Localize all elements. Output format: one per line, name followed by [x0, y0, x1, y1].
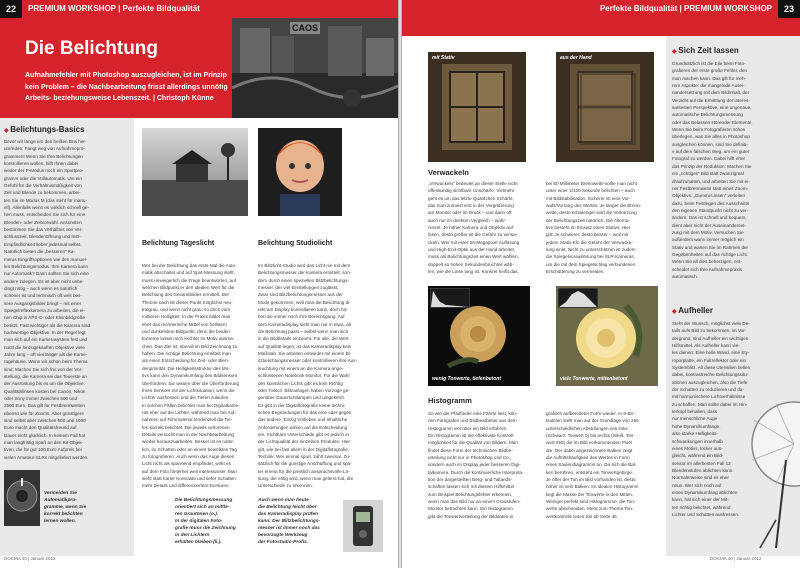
text-line: gilt, wie bei fast allem in der Digitalfotografie: [258, 446, 349, 452]
text-line: wertkontrolle lesen Sie ab Seite 46. [546, 513, 619, 519]
text-line: sondern auch im Display jeder besseren Digi- [428, 462, 521, 468]
text-line: Spiegelreflexkamera zu arbeiten, die ei- [4, 307, 85, 313]
zeit-text [672, 60, 794, 282]
text-line: lich, im Schatten oder an einem bewölkten Tag [142, 446, 237, 452]
text-line: ragehäuse. Wenn wir schon beim Thema [4, 359, 88, 365]
text-line: überlegen, was Sie alles in Photoshop [672, 134, 750, 140]
text-line: Objektivs. „Gummi-Linsen“ verleiten [672, 193, 746, 199]
text-line: ter erneut für die preislich anspruchsvolle Lö- [258, 468, 350, 474]
text-line: Empfindlichkeit lieber jedesmal selbst. [4, 241, 82, 247]
reflector-umbrella-photo [746, 400, 800, 550]
text-line: der Schatten zu reduzieren und da- [672, 387, 745, 393]
text-line: Fotograf zu werden. Dabei hilft eher [672, 156, 746, 162]
text-line: Automatikpro- [44, 498, 77, 503]
text-line: Erschütterung zu vermeiden. [546, 269, 605, 275]
label-tripod: mit Stativ [432, 55, 455, 61]
studio-heading: Belichtung Studiolicht [258, 240, 333, 247]
graffiti-photo [232, 18, 398, 118]
text-line: Maßstab. Sie arbeiten entweder mit einem Bl- [258, 351, 352, 357]
text-line: die Belichtung leicht über [258, 505, 317, 510]
histogramm-heading: Histogramm [428, 396, 472, 405]
right-page [402, 0, 800, 568]
header-separator-left: | [115, 4, 123, 13]
text-line: Ihres Sensors mit der Lichtsituation, wenn die [142, 387, 235, 393]
text-line: tive besteht im Einsatz eines Stativs. Hier [546, 225, 631, 231]
text-line: Dauer nicht glücklich. In keinem Fall hat [4, 432, 86, 438]
text-line: Details versucht man in der Nachbearbeitung [142, 431, 234, 437]
text-line: jedem Stativ-Klo die Gefahr der Verwacke- [546, 239, 633, 245]
lead-line: Arbeits- beziehungsweise Lebenszeit. | Christoph Künne [25, 95, 214, 102]
text-line: urteilung nicht nur in Photoshop und Co., [428, 455, 512, 461]
text-line: muss unweigerlich die Frage beantworten, auf [142, 277, 236, 283]
text-line: eines Säulendiagramms an. Da sich die Bal- [546, 462, 637, 468]
text-line: am Monitor oder im Druck – und dann oft [428, 210, 512, 216]
text-line: der Fotostudio-Profis. [258, 540, 309, 545]
text-line: auf dem Foto hinterher weit interessanter. Man [142, 468, 237, 474]
label-bright-tones: viele Tonwerte, mittenbetont [560, 376, 628, 382]
studio-text [258, 262, 388, 492]
text-line: den eigenen Standpunkt nicht zu ver- [672, 207, 749, 213]
text-line: len Belichtungsmodus. Ihre Kamera kann [4, 263, 89, 269]
text-line: kontrollieren wollen, hilft Ihnen dabei [4, 161, 79, 167]
text-line: eher das rechnerische Mittel von hellstem [142, 321, 227, 327]
text-line: nur Automatik? Dann sollten Sie sich eine [4, 271, 89, 277]
text-line: rere Aspekte: die mangelnde Ausei- [672, 83, 745, 89]
text-line: Systemblitz. All diese Utensilien hellen [672, 365, 751, 371]
text-line: haben. Die richtige Belichtung ermittelt man [142, 351, 231, 357]
text-line: (Schwarz: Tonwert 0) bis rechts (Weiß: Ton- [546, 433, 635, 439]
text-line: sung, die nötig wird, wenn man gelernt hat, die [258, 475, 353, 481]
article-lead [25, 70, 228, 105]
text-line: umreden: Fangt weg von Aufnahmepro- [4, 146, 85, 152]
text-line: Dateien stellt man auf der Grundlage von 256 [546, 418, 639, 424]
text-line: wert 255) die im Bild vorkommenden Pixel [546, 440, 632, 446]
text-line: Qualitätslinsen kosten bei Canon, Nikon [4, 388, 86, 394]
text-line: scheidet sich Ihre Aufnahmepraxis [672, 266, 742, 272]
text-line: gramme, wenn Sie [44, 505, 87, 510]
text-line: tion der dargestellten Berg- und Tallands- [428, 477, 512, 483]
text-line: ckeln. Wer mit einer 20-Megapixel-Auflösung [428, 239, 520, 245]
text-line: der Belichtungszeit natürlich. Die Alterna- [546, 217, 631, 223]
text-line: lung sinkt. Nicht zu unterschätzen ist zudem [546, 247, 636, 253]
text-line: das andere. Einzig Vorlieben und inhaltliche [258, 417, 348, 423]
text-line: nahmen auf Filmmaterial tendenziell die Tie- [142, 417, 233, 423]
text-line: Es gibt in der Digitalfotografie keine techni- [258, 402, 346, 408]
text-line: der Ausrüstung bis es um die Objektive. [4, 381, 85, 387]
text-line: Blendenstufen ablichten kann. [672, 467, 734, 473]
text-line: Zwar sind Blitzbelichtungsmesser aus der [258, 292, 343, 298]
text-line: nutzt die hinzugekauften Objektive viele [4, 344, 85, 350]
text-line: um die mit dem Spiegelschlag verbundenen [546, 261, 636, 267]
text-line: vielen Amateur-SLRs mitgeliefert werden. [4, 454, 89, 460]
text-line: kann: Der Blitzbelichtungs- [258, 519, 321, 524]
text-line: Belichtung des Gesamtbildes ermittelt. Der [142, 292, 230, 298]
text-line: dergrund, sind Aufheller ein wichtiges [672, 335, 749, 341]
text-line: tiven, die für gut 100 Euro Aufpreis bei [4, 447, 82, 453]
text-line: schlossenen Notebook-Monitor. Für die Wahl [258, 373, 350, 379]
text-line: messer ist immer noch das [258, 526, 320, 531]
text-line: Steht der Wunsch, möglichst viele De- [672, 321, 750, 326]
text-line: zu fotografieren. Auch wenn das Auge dieses [142, 453, 234, 459]
aufheller-heading: ◆ Aufheller [672, 306, 713, 315]
camera-mode-dial-photo [4, 470, 40, 526]
text-line: der Lichtqualität der einzelnen Produkte. Hier [258, 439, 350, 445]
text-line: wenn man das Bild nur an einem Graustufen- [428, 499, 521, 505]
text-line: Normalerweise sind es eher [672, 475, 729, 481]
text-line: findet diese Form der technischen Bildbe- [428, 447, 513, 453]
studio-caption [258, 497, 342, 552]
page-number-left: 22 [0, 0, 22, 18]
text-line: auf Qualität legen, ist das Kameradisplay kein [258, 343, 352, 349]
text-line: terkopf behalten, dass [672, 409, 718, 415]
tageslicht-heading: Belichtung Tageslicht [142, 240, 215, 247]
text-line: liegt die Masse der Tonwerte in den Mitten. [546, 491, 634, 497]
text-line: meras Eingriffsoptionen wie den manuel- [4, 256, 88, 262]
text-line: automatisch. [672, 273, 699, 279]
text-line: neun. Wer sich noch auf [672, 482, 722, 488]
text-line: geht es um das letzte Quäntchen Schärfe, [428, 195, 514, 201]
house-landscape-photo [142, 128, 248, 216]
text-line: ner Festbrennweite statt eines Zoom- [672, 185, 749, 191]
text-line: sind selbst aber zwischen 500 und 1000 [4, 418, 86, 424]
text-line: in den Lichtern [175, 533, 210, 538]
text-line: dazu, beim Festlegen des Ausschnitts [672, 200, 750, 206]
text-line: dar. Der dabei angezeichnete Balken zeigt [546, 447, 633, 453]
text-line: grammen! Wenn Sie Ihre Belichtungen [4, 153, 83, 159]
label-dark-tones: wenig Tonwerte, tiefenbetont [432, 376, 501, 382]
light-meter-photo [343, 500, 383, 552]
text-line: ten richtig belichtet, während [672, 504, 731, 510]
text-line: dingt nötig – auch wenn es natürlich [4, 285, 78, 291]
text-line: man sich auf ein Kamerasystem fest und [4, 337, 87, 343]
text-line: erhalten bleiben (li.). [175, 540, 222, 545]
text-line: Natürlich bieten die „besseren“ Ka- [4, 249, 75, 255]
text-line: muss als Belichtungszeit einen Wert wählen, [428, 254, 519, 260]
text-line: besitzt. Fast wichtiger als die Kamera sind [4, 322, 90, 328]
article-title: Die Belichtung [25, 38, 159, 59]
text-line: nur menschliche Auge [672, 416, 718, 422]
text-line: höher ist sein Balken. Im idealen Histogramm [546, 484, 639, 490]
text-line: unter einer 1/100 Sekunde belichten – auch [546, 188, 635, 194]
text-line: genüber Dauerlichtlampen und umgekehrt. [258, 395, 346, 401]
header-subtitle-right: Perfekte Bildqualität [599, 4, 678, 13]
header-bar-left [22, 0, 398, 18]
text-line: sind: Machen Sie sich frei von der Vor- [4, 366, 83, 372]
text-line: grafisch aufbereiteter Form wieder. In 8-Bit- [546, 411, 635, 416]
text-line: dern durch einen speziellen Blitzbelichtungs- [258, 277, 349, 283]
text-line: Im Blitzlicht-Studio wird das Licht nie mit dem [258, 263, 351, 268]
text-line: sere Ausgangsbilder bringt – mit einer [4, 300, 82, 306]
text-line: das Kameradisplay prüfen [258, 512, 318, 517]
text-line: andere zulegen. Es ist aber nicht unbe- [4, 278, 84, 284]
text-line: roporplatte, ein Faltreflektor oder ein [672, 357, 747, 363]
histogram-bright-chart [558, 288, 598, 308]
header-subtitle-left: Perfekte Bildqualität [122, 4, 200, 13]
text-line: zu schaffen. Man sollte dabei im Hin- [672, 401, 748, 407]
text-line: und dunkelstem Bildpunkt, denn die beiden [142, 329, 230, 335]
graffiti-sign: CAOS [291, 23, 319, 33]
text-line: dem Kameradisplay sieht man nur in etwa, ob [258, 321, 352, 327]
text-line: Wer bei der Belichtung das erste Mal die Auto- [142, 263, 237, 268]
text-line: Ein Histogramm ist die effektivste Kontroll- [428, 433, 515, 439]
text-line: ein „richtiges“ Bild statt zwanzigmal [672, 171, 744, 177]
text-line: oder das Belassen störender Elemente. [672, 119, 753, 125]
text-line: ebenso wie für Zooms. Aber günstigere [4, 410, 84, 416]
text-line: Theorie nach ist dieser Punkt möglichst neu- [142, 299, 233, 305]
text-line: Weniger perfekt sind Histogramme, die Ton- [546, 499, 636, 505]
text-line: Histogramm viel über ein Bild erfahren. [428, 425, 508, 431]
text-line: Wenn Sie all dies beherzigen, ent- [672, 259, 742, 265]
text-line: ten Sie im Modus M (das steht für manu- [4, 197, 87, 203]
text-line: rekt am Display kontrollieren kann, doch ha- [258, 307, 348, 313]
header-bar-right [402, 0, 778, 18]
text-line: Vermeiden Sie [44, 491, 77, 496]
header-separator-right: | [677, 4, 684, 13]
text-line: bevorzugte Werkzeug [258, 533, 308, 538]
text-line: schöner ist und technisch oft weit bes- [4, 293, 82, 299]
text-line: ren Grautönen (o.). [175, 512, 219, 517]
basics-note [44, 490, 124, 540]
text-line: Licht nicht als spannend empfindet, wirkt es [142, 461, 231, 467]
text-line: ben sie immer noch ihre Berechtigung. Auf [258, 314, 345, 320]
text-line: ken berühren, entsteht ein Tonwertgebirge. [546, 469, 634, 475]
verwackeln-text-col2 [546, 180, 658, 280]
text-line: das man zumeist erst in der Vergrößerung [428, 203, 514, 209]
text-line: nimmt. Je höher Kamera und Objektiv auf- [428, 225, 515, 231]
text-line: in die Bilddetails einzoomt. Für alle, die Wert [258, 336, 349, 342]
text-line: Hilfsmittel. Als Aufheller kann vie- [672, 343, 740, 349]
basics-text [4, 138, 128, 463]
text-line: dient aber nicht der Auseinanderset- [672, 222, 746, 228]
sharp-tripod-photo [428, 52, 526, 162]
text-line: len, wie die Linse lang ist. Konkret heißt das, [428, 269, 519, 275]
text-line: „Verwackeln“ bedeutet an dieser Stelle nicht [428, 181, 518, 186]
text-line: v auf dem falschen Weg, um ein guter [672, 149, 750, 155]
text-line: sieht statt harter Kontraste und tiefer Schatten [142, 475, 236, 481]
text-line: Technik: Wer einmal spart, zahlt zweimal. Zu- [258, 453, 351, 459]
text-line: Stativ und warten Sie im Rahmen der [672, 244, 749, 250]
text-line: lernen wollen. [44, 519, 76, 524]
text-line: ausgleichen können, sind Sie definiti- [672, 141, 748, 147]
text-line: Lichter und Schatten ausfressen. [672, 511, 740, 517]
text-line: überfordern. Sie wissen über die Überforderung [142, 380, 240, 386]
page-number-right: 23 [778, 0, 800, 18]
text-line: ras eher auf die Lichter, während man bei Auf- [142, 409, 236, 415]
text-line: als einen Entscheidung für Zeit- oder Blen- [142, 358, 230, 364]
text-line: weder der P-Modus noch ein Sportpro- [4, 168, 84, 174]
text-line: 2500 Euro. Das gilt für Festbrennweiten [4, 403, 85, 409]
text-line: wieder herauszuarbeiten. Besser ist es natür- [142, 439, 235, 445]
text-line: eines Motivs, locker aus- [672, 445, 723, 451]
text-line: Euro macht den Qualitätsfreund auf [4, 425, 77, 431]
text-line: einen Dynamikumfang ablichten [672, 489, 738, 495]
text-line: mit Bildstabilisation. Sicherer ist eine Vor- [546, 195, 631, 201]
text-line: matik abschaltet und auf Spot-Messung stellt, [142, 270, 235, 276]
text-line: schwankungen innerhalb [672, 438, 723, 444]
text-line: oder Sony immer zwischen 500 und [4, 396, 78, 402]
text-line: tivs kann den Dynamikumfang des Bildsensors [142, 373, 238, 379]
header-section-left: PREMIUM WORKSHOP [28, 4, 116, 13]
text-line: mehr Details und differenziertere Konturen. [142, 483, 230, 489]
basics-heading: ◆ Belichtungs-Basics [4, 125, 85, 134]
footer-right: DOCMA 40 | Januar 2012 [710, 556, 762, 561]
text-line: die Auftrittshäufigkeit des Wertes in Form [546, 455, 630, 461]
label-handheld: aus der Hand [560, 55, 592, 61]
text-line: sätzlich für die günstige Anschaffung und spä- [258, 461, 352, 467]
text-line: Grundsätzlich ist die Eile beim Foto- [672, 61, 746, 66]
histogramm-text-col2 [546, 410, 658, 524]
text-line: itzbelichtungsmesser oder kontrollieren ihre Aus- [258, 358, 358, 364]
text-line: bestimmen Sie das Verhältnis von Ver- [4, 227, 83, 233]
text-line: welchen Bildpunkt er den idealen Wert für die [142, 285, 235, 291]
text-line: zum Beispiel Belichtungsfehler erkennen, [428, 491, 513, 497]
text-line: offenkundig sichtbare Unschärfe. Vielmehr [428, 188, 515, 194]
text-line: nandersetzung mit dem Bildinhalt, der [672, 90, 750, 96]
text-line: Belichtungsmesser der Kamera ermittelt, son- [258, 270, 352, 276]
text-line: Anforderungen wirken auf die Entscheidung [258, 424, 348, 430]
text-line: Wenn Sie beim Fotografieren schon [672, 127, 746, 133]
blurred-handheld-photo [556, 52, 654, 162]
text-line: unterschiedlichen Abstufungen von links [546, 425, 628, 431]
text-line: kann, hat sich einer der Mit- [672, 497, 729, 503]
text-line: die Belichtung passt – selbst wenn man sich [258, 329, 349, 335]
text-line: automatische Belichtungsmessung [672, 112, 743, 118]
text-line: Gegebenheiten auf das richtige Licht. [672, 251, 749, 257]
text-line: sensor im allerbesten Fall 12 [672, 460, 731, 466]
text-line: schen Begründungen für das eine oder gegen [258, 409, 352, 415]
text-line: hohe Dynamikumfänge, [672, 423, 721, 429]
text-line: So wie der Pfadfinder eine Fährte liest, kön- [428, 411, 518, 416]
text-line: ell). Allenfalls wenn es wirklich schnell ge- [4, 205, 90, 211]
text-line: Bevor wir lange um den heißen Brei her- [4, 139, 87, 144]
text-line: oder Falsch. Blitzanlagen haben Vorzüge ge- [258, 387, 350, 393]
text-line: tralgrau, und wenn nicht grau, so doch vom [142, 307, 231, 313]
text-line: Mode gekommen, weil man die Belichtung di- [258, 299, 351, 305]
lead-line: Aufnahmefehler mit Photoshop auszugleichen, ist im Prinzip [25, 72, 227, 79]
tageslicht-caption [175, 497, 271, 552]
text-line: schaften lassen sich mit diesem Hilfsmittel [428, 484, 515, 490]
text-line: gramm oder die Vollautomatik. Um ein [4, 175, 82, 181]
text-line: ationen auszugleichen, also die Tiefe [672, 379, 748, 385]
text-line: ein. Sichtbare Unterschiede gibt es jedoch in [258, 431, 349, 437]
text-line: Je öfter der Ton im Bild vorhanden ist, desto [546, 477, 636, 483]
child-portrait-photo [258, 128, 342, 216]
text-line: Lichter ausfressen und die Tiefen zulaufen. [142, 395, 230, 401]
text-line: des künstlichen Lichts gibt es kein Richtig [258, 380, 343, 386]
text-line: möglichkeit für die Qualität von Bildern. Man [428, 440, 518, 446]
text-line: mittleren Helligkeit. In der Praxis bildet man [142, 314, 231, 320]
text-line: Extreme lassen sich leichter im Motiv ausma- [142, 336, 235, 342]
text-line: Unterschiede zu erkennen. [258, 483, 313, 489]
text-line: gilt: Je schwerer, desto besser – weil mit [546, 232, 629, 238]
title-strip-right [402, 18, 800, 36]
text-line: les dienen: Eine helle Wand, eine Sty- [672, 350, 750, 356]
text-line: hen muss, entscheiden Sie sich für eine [4, 212, 86, 218]
tageslicht-text [142, 262, 270, 492]
text-line: gleicht, während ein Bild- [672, 453, 724, 459]
text-line: gibt die Tonwertverteilung der Bilddaten in [428, 513, 514, 519]
text-line: In solchen Fällen belichtet man bei Digitalkame- [142, 402, 240, 408]
text-line: chen. Das Ziel ist, überall im Bild Zeichnung zu [142, 343, 238, 349]
text-line: fen korrekt belichtet. Die jeweils verlorenen [142, 424, 230, 430]
lead-line: kein Problem – die Nachbearbeitung frisst allerdings unnötig [25, 83, 228, 91]
text-line: ändern. Das ist schnell und bequem, [672, 215, 747, 221]
text-line: hochwertige Objektive. In der Regel legt [4, 329, 86, 335]
text-line: talkamera. Durch die kontinuierliche Interpreta- [428, 469, 524, 475]
text-line: also starke Helligkeits- [672, 431, 718, 437]
histogram-dark-chart [430, 288, 470, 308]
text-line: Blenden- oder Zeitvorwahl. Ansonsten [4, 219, 82, 225]
text-line: grafieren der erste große Fehler, den [672, 68, 748, 74]
histogramm-text-col1 [428, 410, 540, 524]
text-line: draufzuhalten, und arbeiten Sie mit ei- [672, 178, 750, 184]
left-page [0, 0, 398, 568]
text-line: Gefühl für die Verhältnismäßigkeit von [4, 183, 82, 189]
text-line: lösen, desto größer ist die Gefahr zu verwa- [428, 232, 518, 238]
text-line: denpriorität. Die Helligkeitsstruktur des Mo- [142, 365, 230, 371]
text-line: werte abschneiden. Mehr zum Thema Ton- [546, 506, 634, 512]
text-line: korrekt belichten [44, 512, 83, 517]
text-line: bei 50 Millimeter Brennweite sollte man nicht [546, 181, 637, 186]
text-line: Monitor betrachten kann. Ein Histogramm [428, 506, 513, 512]
text-line: wahl/Vorrang des Wertes. Je länger die Brenn- [546, 203, 642, 209]
text-line: santesten Perspektive, eine ungenaue, [672, 105, 752, 111]
text-line: grafie muss die Zeichnung [175, 526, 236, 531]
text-line: orientiert sich an mittle- [175, 505, 230, 510]
text-line: Jahre lang – oft viel länger als die Kame- [4, 351, 88, 357]
text-line: außerdem wann immer möglich ein [672, 237, 744, 243]
text-line: auch nur im direkten Vergleich – wahr- [428, 217, 507, 223]
footer-left: DOCMA 40 | Januar 2012 [4, 556, 56, 561]
text-line: doppelt so hohen Sekundenbruchteil wäh- [428, 261, 514, 267]
text-line: man langfristig Spaß an den Kit-Objek- [4, 440, 84, 446]
text-line: Verzicht auf die Ermittlung der interes- [672, 97, 750, 103]
text-line: nen Fotografen und Bildbearbeiter aus dem [428, 418, 517, 424]
text-line: tails aufs Bild zu bekommen, im Vor- [672, 328, 747, 334]
text-line: In der digitalen Foto- [175, 519, 223, 524]
text-line: Die Belichtungsmessung [175, 498, 233, 503]
verwackeln-text-col1 [428, 180, 540, 280]
text-line: Auch wenn man heute [258, 498, 309, 503]
text-line: leuchtung mit einem an die Kamera ange- [258, 365, 344, 371]
text-line: messer, der viel Einstellungen zuglässt. [258, 285, 339, 291]
text-line: Zeit und Blende zu bekommen, arbei- [4, 190, 81, 196]
text-line: stellung, die Kamera sei das Teuerste an [4, 374, 87, 379]
text-line: weite, desto schwieriger wird die Verkürzung [546, 210, 637, 216]
text-line: schlusszeit, Blendenöffnung und ISO- [4, 234, 81, 240]
text-line: zung mit dem Motiv. Versuchen Sie [672, 229, 744, 235]
text-line: die Spiegelvorauslösung bei SLR-Kameras, [546, 254, 635, 260]
text-line: mit harmonischere Lichtverhältnisse [672, 394, 746, 400]
text-line: das Prinzip der Reduktion: Machen Sie [672, 163, 752, 169]
text-line: man machen kann. Das gilt für meh- [672, 75, 747, 81]
text-line: und High-End-Optik aus der Hand arbeitet, [428, 247, 516, 253]
text-line: dabei, kontrastreiche Belichtungssitu- [672, 372, 749, 378]
verwackeln-heading: Verwackeln [428, 168, 469, 177]
text-line: nen Chip in APS-C- oder Kleinbildgröße [4, 315, 85, 321]
header-section-right: PREMIUM WORKSHOP [684, 4, 772, 13]
zeit-heading: ◆ Sich Zeit lassen [672, 46, 739, 55]
